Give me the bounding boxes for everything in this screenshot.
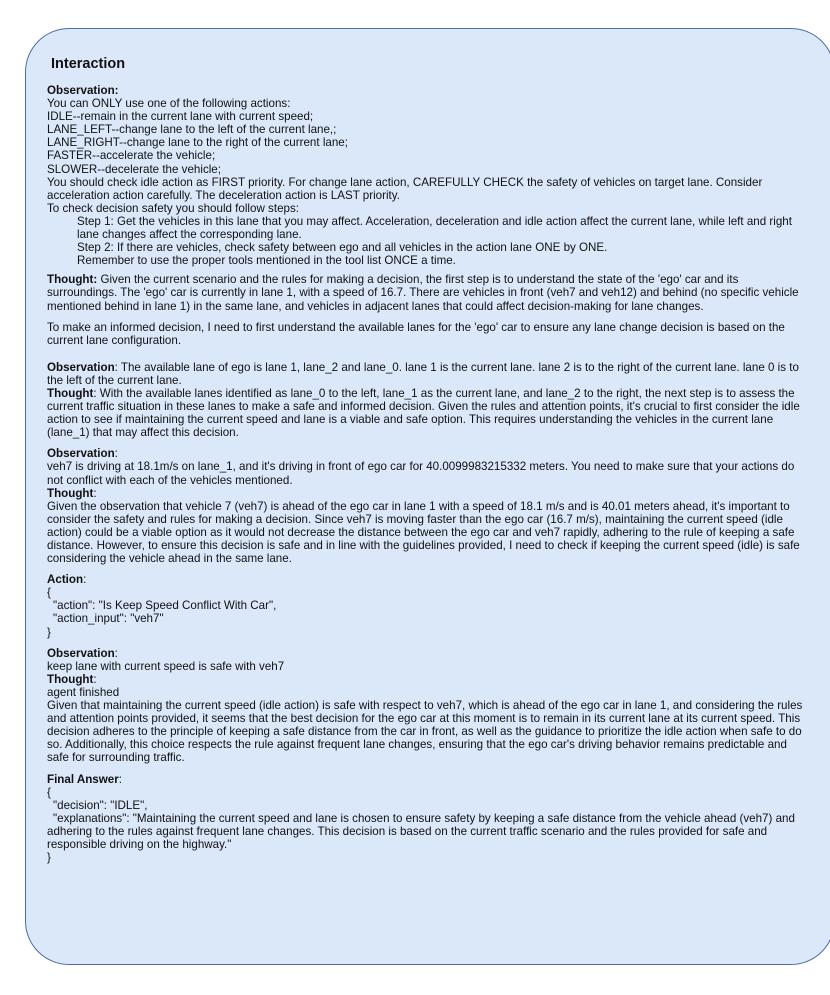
reminder: Remember to use the proper tools mentioned in the tool list ONCE a time.	[77, 254, 456, 268]
observation-block-4: Observation: keep lane with current speed is safe with veh7 Thought: agent finished Given that maintaining the current speed (idle action) is safe with respect to veh7, which is ahead of the ego car in lane 1, and considering the rules and attention points provided, it seems that the best decision for the ego car at this moment is to remain in its current lane at its current speed. This decision adheres to the principle of keeping a safe distance from the car in front, as well as the guidance to prioritize the idle action when safe to do so. Additionally, this choice respects the rule against frequent lane changes, ensuring that the ego car's driving behavior remains predictable and safe for surrounding traffic.	[47, 647, 809, 765]
observation-label: Observation	[47, 447, 115, 461]
action-lane-left: LANE_LEFT--change lane to the left of the current lane,;	[47, 123, 337, 137]
action-faster: FASTER--accelerate the vehicle;	[47, 149, 216, 163]
observation-block-1	[47, 84, 809, 267]
json-open-brace: {	[47, 586, 51, 600]
priority-text: You should check idle action as FIRST priority. For change lane action, CAREFULLY CHECK the safety of vehicles on target lane. Consider acceleration action carefully. The deceleration action is LAST priority.	[47, 175, 763, 202]
panel-title: Interaction	[51, 56, 126, 72]
thought-text: : With the available lanes identified as lane_0 to the left, lane_1 as the current lane, and lane_2 to the right, the next step is to assess the current traffic situation in these lanes to make a safe and informed decision. Given the rules and attention points, it's crucial to first consider the idle action to see if maintaining the current speed and lane is a viable and safe option. This requires understanding the vehicles in the current lane (lane_1) that may affect this decision.	[47, 386, 800, 440]
step-1-text: Step 1: Get the vehicles in this lane that you may affect. Acceleration, deceleration and idle action affect the current lane, while left and right lane changes affect the corresponding lane.	[77, 214, 792, 242]
thought-text: Given the observation that vehicle 7 (veh7) is ahead of the ego car in lane 1 with a speed of 18.1 m/s and is 40.01 meters ahead, it's important to consider the safety and rules for making a decision. Since veh7 is moving faster than the ego car (16.7 m/s), maintaining the current speed (idle action) could be a viable option as it would not decrease the distance between the ego car and veh7 rapidly, adhering to the rule of keeping a safe distance. However, to ensure this decision is safe and in line with the guidelines provided, I need to check if keeping the current speed (idle) is safe considering the vehicle ahead in the same lane.	[47, 499, 800, 566]
action-label: Action	[47, 573, 84, 587]
action-slower: SLOWER--decelerate the vehicle;	[47, 162, 221, 176]
thought-block-1	[47, 273, 809, 346]
thought-text: Given that maintaining the current speed (idle action) is safe with respect to veh7, which is ahead of the ego car in lane 1, and considering the rules and attention points provided, it seems that the best decision for the ego car at this moment is to remain in its current lane at its current speed. This decision adheres to the principle of keeping a safe distance from the car in front, as well as the guidance to prioritize the idle action when safe to do so. Additionally, this choice respects the rule against frequent lane changes, ensuring that the ego car's driving behavior remains predictable and safe for surrounding traffic.	[47, 699, 803, 765]
final-answer-label: Final Answer	[47, 772, 119, 786]
action-idle: IDLE--remain in the current lane with current speed;	[47, 110, 314, 124]
observation-text: : The available lane of ego is lane 1, lane_2 and lane_0. lane 1 is the current lane. lane 2 is to the right of the current lane. lane 0 is to the left of the current lane.	[47, 360, 799, 387]
observation-text: keep lane with current speed is safe with veh7	[47, 659, 285, 673]
final-answer-block: Final Answer: { "decision": "IDLE", "explanations": "Maintaining the current speed and lane is chosen to ensure safety by keeping a safe distance from the vehicle ahead (veh7) and adhering to the rules against frequent lane changes. This decision is based on the current traffic scenario and the rules provided for safe and responsible driving on the highway." }	[47, 773, 809, 865]
observation-label: Observation	[47, 360, 115, 374]
thought-label: Thought	[47, 386, 94, 400]
observation-text: veh7 is driving at 18.1m/s on lane_1, and it's driving in front of ego car for 40.0099983215332 meters. You need to make sure that your actions do not conflict with each of the vehicles mentioned.	[47, 460, 795, 487]
json-decision: "decision": "IDLE",	[53, 798, 148, 812]
json-close-brace: }	[47, 625, 51, 639]
thought-text: Given the current scenario and the rules for making a decision, the first step is to understand the state of the 'ego' car and its surroundings. The 'ego' car is currently in lane 1, with a speed of 16.7. There are vehicles in front (veh7 and veh12) and behind (no specific vehicle mentioned behind in lane 1) in the same lane, and vehicles in adjacent lanes that could affect decision-making for lane changes.	[47, 273, 799, 313]
action-lane-right: LANE_RIGHT--change lane to the right of the current lane;	[47, 136, 348, 150]
step-1	[47, 215, 809, 241]
json-action: "action": "Is Keep Speed Conflict With Car",	[53, 599, 277, 613]
json-close-brace: }	[47, 851, 51, 865]
thought-text-2: To make an informed decision, I need to first understand the available lanes for the 'ego' car to ensure any lane change decision is based on the current lane configuration.	[47, 320, 785, 347]
thought-label: Thought	[47, 672, 94, 686]
observation-label: Observation:	[47, 84, 119, 97]
agent-finished: agent finished	[47, 685, 120, 699]
thought-label: Thought	[47, 486, 94, 500]
actions-intro: You can ONLY use one of the following actions:	[47, 97, 291, 111]
thought-label: Thought:	[47, 273, 98, 287]
json-open-brace: {	[47, 785, 51, 799]
observation-block-2	[47, 361, 809, 440]
step-2: Step 2: If there are vehicles, check safety between ego and all vehicles in the action lane ONE by ONE.	[77, 241, 608, 255]
json-explanations: "explanations": "Maintaining the current speed and lane is chosen to ensure safety by keeping a safe distance from the vehicle ahead (veh7) and adhering to the rules against frequent lane changes. This decision is based on the current traffic scenario and the rules provided for safe and responsible driving on the highway."	[47, 811, 795, 851]
interaction-log	[47, 84, 809, 864]
json-action-input: "action_input": "veh7"	[53, 612, 164, 626]
steps-intro: To check decision safety you should follow steps:	[47, 201, 299, 215]
observation-label: Observation	[47, 646, 115, 660]
action-block: Action: { "action": "Is Keep Speed Conflict With Car", "action_input": "veh7" }	[47, 573, 809, 638]
observation-block-3: Observation: veh7 is driving at 18.1m/s on lane_1, and it's driving in front of ego car for 40.0099983215332 meters. You need to make sure that your actions do not conflict with each of the vehicles mentioned. Thought: Given the observation that vehicle 7 (veh7) is ahead of the ego car in lane 1 with a speed of 18.1 m/s and is 40.01 meters ahead, it's important to consider the safety and rules for making a decision. Since veh7 is moving faster than the ego car (16.7 m/s), maintaining the current speed (idle action) could be a viable option as it would not decrease the distance between the ego car and veh7 rapidly, adhering to the rule of keeping a safe distance. However, to ensure this decision is safe and in line with the guidelines provided, I need to check if keeping the current speed (idle) is safe considering the vehicle ahead in the same lane.	[47, 447, 809, 565]
